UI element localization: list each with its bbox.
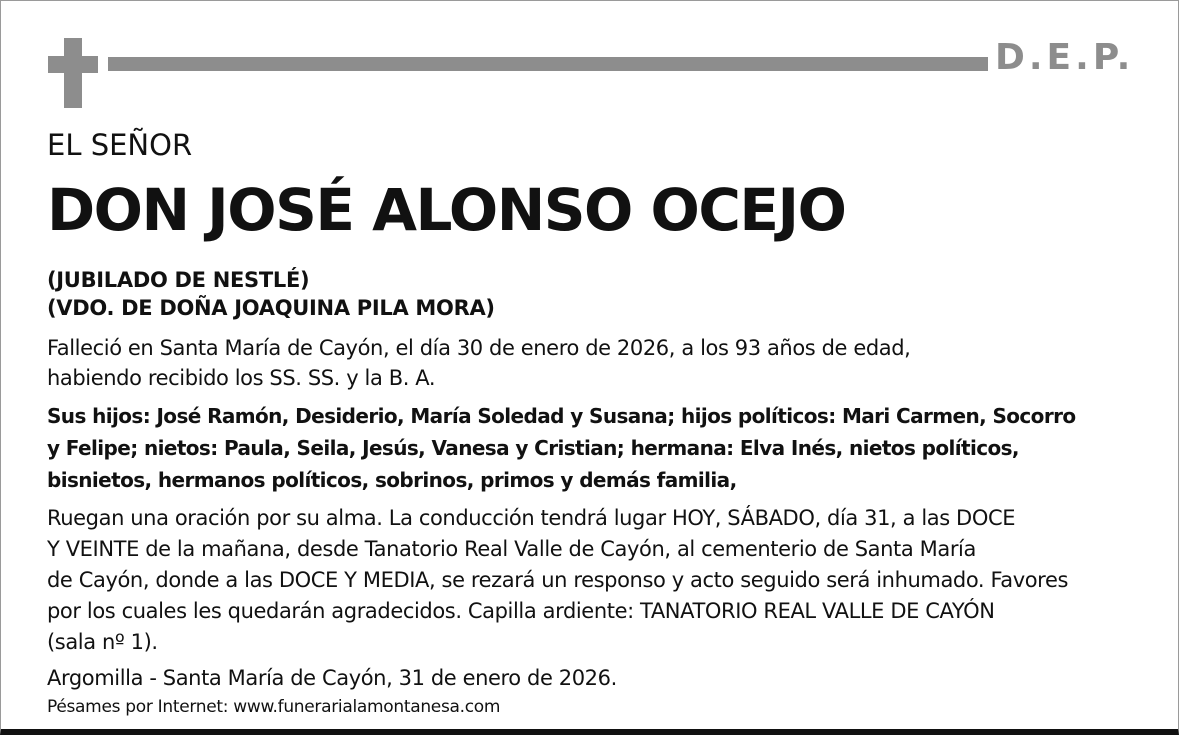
place-date: Argomilla - Santa María de Cayón, 31 de enero de 2026. (47, 666, 617, 690)
death-notice-line: Falleció en Santa María de Cayón, el día 30 de enero de 2026, a los 93 años de edad, (47, 336, 911, 360)
subtitle-line: (JUBILADO DE NESTLÉ) (47, 268, 310, 292)
dep-label: D.E.P. (995, 37, 1135, 78)
service-line: (sala nº 1). (47, 630, 158, 654)
deceased-name: DON JOSÉ ALONSO OCEJO (47, 176, 846, 244)
subtitle-line: (VDO. DE DOÑA JOAQUINA PILA MORA) (47, 296, 495, 320)
title-label: EL SEÑOR (47, 128, 193, 162)
condolences-link: Pésames por Internet: www.funerarialamontanesa.com (47, 697, 501, 717)
service-line: Ruegan una oración por su alma. La conducción tendrá lugar HOY, SÁBADO, día 31, a las DOCE (47, 506, 1016, 530)
family-line: bisnietos, hermanos políticos, sobrinos, primos y demás familia, (47, 468, 737, 492)
service-line: por los cuales les quedarán agradecidos. Capilla ardiente: TANATORIO REAL VALLE DE CAYÓN (47, 599, 995, 623)
cross-icon-bar (48, 56, 98, 73)
cross-icon (64, 38, 82, 108)
header-rule (108, 57, 988, 71)
family-line: Sus hijos: José Ramón, Desiderio, María Soledad y Susana; hijos políticos: Mari Carmen, Socorro (47, 404, 1076, 428)
family-line: y Felipe; nietos: Paula, Seila, Jesús, Vanesa y Cristian; hermana: Elva Inés, nietos políticos, (47, 436, 1019, 460)
death-notice-line: habiendo recibido los SS. SS. y la B. A. (47, 366, 436, 390)
service-line: de Cayón, donde a las DOCE Y MEDIA, se rezará un responso y acto seguido será inhumado. Favores (47, 568, 1069, 592)
service-line: Y VEINTE de la mañana, desde Tanatorio Real Valle de Cayón, al cementerio de Santa María (47, 537, 976, 561)
